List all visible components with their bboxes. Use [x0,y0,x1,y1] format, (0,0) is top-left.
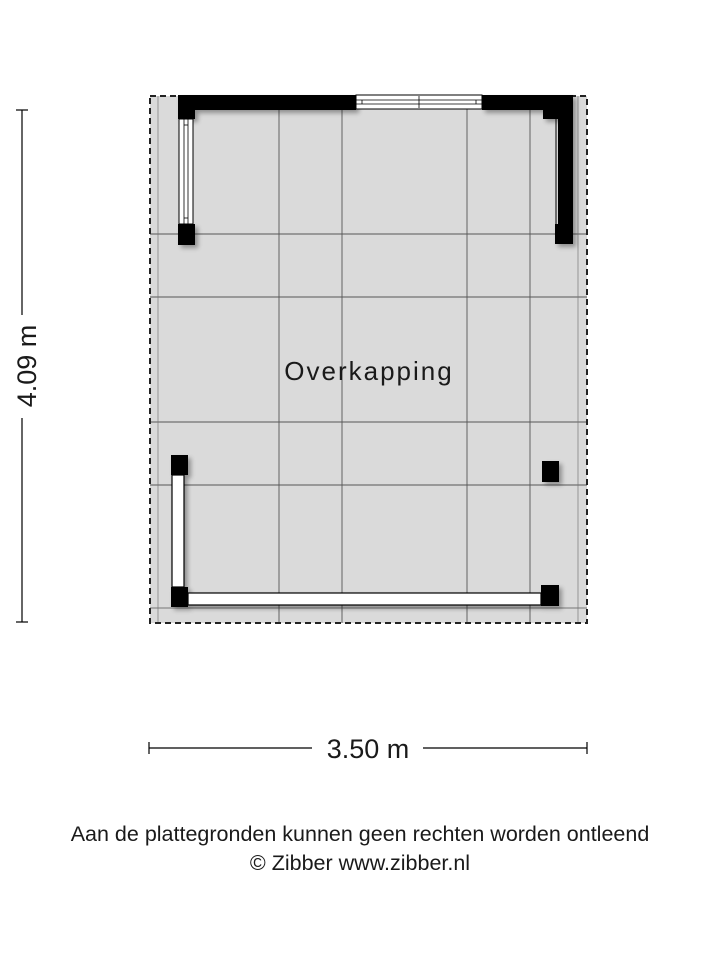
right-wall-notch [543,95,573,119]
bottom-low-wall [188,593,541,605]
left-wall-post-top [178,224,195,245]
left-low-wall [172,475,184,587]
height-dimension-label: 4.09 m [12,324,42,408]
room-label: Overkapping [284,356,454,386]
right-post-mid [542,461,559,482]
top-window [356,95,482,109]
left-post-mid [171,455,188,475]
width-dimension-label: 3.50 m [326,734,410,764]
bottom-right-post [541,585,559,606]
top-wall-left [178,95,356,110]
bottom-left-post [171,587,188,607]
right-wall-post-top [555,224,573,244]
top-left-corner-post [178,95,195,119]
copyright-text: © Zibber www.zibber.nl [249,851,471,875]
disclaimer-text: Aan de plattegronden kunnen geen rechten worden ontleend [70,822,650,846]
left-window [179,119,193,224]
